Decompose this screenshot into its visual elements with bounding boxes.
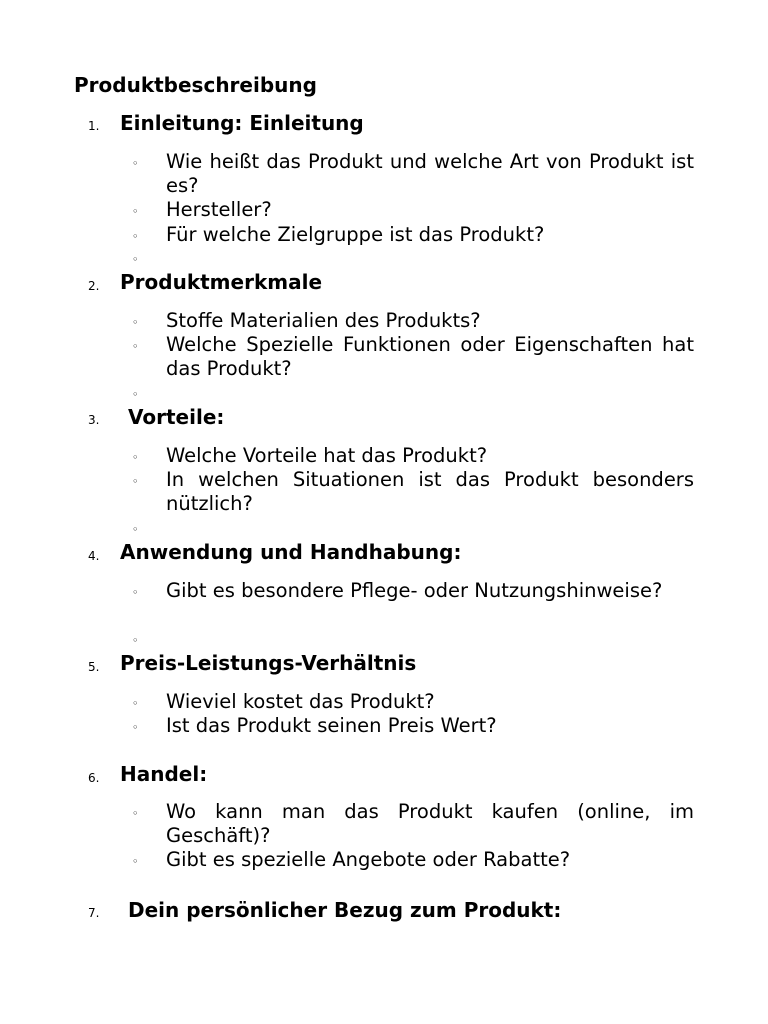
list-item-text: Welche Vorteile hat das Produkt? xyxy=(166,444,488,467)
list-bullet-empty: ◦ xyxy=(132,388,139,401)
list-bullet: ◦ xyxy=(132,451,139,464)
list-item-text: Stoffe Materialien des Produkts? xyxy=(166,309,481,332)
list-bullet: ◦ xyxy=(132,475,139,488)
section-heading: Produktmerkmale xyxy=(120,270,323,294)
list-bullet-empty: ◦ xyxy=(132,634,139,647)
list-item-text: Gibt es besondere Pflege- oder Nutzungshinweise? xyxy=(166,579,663,602)
section-heading: Anwendung und Handhabung: xyxy=(120,540,462,564)
list-bullet: ◦ xyxy=(132,855,139,868)
list-bullet: ◦ xyxy=(132,316,139,329)
list-bullet: ◦ xyxy=(132,230,139,243)
list-bullet: ◦ xyxy=(132,807,139,820)
section-heading: Dein persönlicher Bezug zum Produkt: xyxy=(128,898,562,922)
list-item-text: Gibt es spezielle Angebote oder Rabatte? xyxy=(166,848,571,871)
list-item-text: Ist das Produkt seinen Preis Wert? xyxy=(166,714,497,737)
list-item-text: Wo kann man das Produkt kaufen (online, im Geschäft)? xyxy=(166,800,694,847)
list-item-text: Wie heißt das Produkt und welche Art von Produkt ist es? xyxy=(166,150,694,197)
list-item-text: In welchen Situationen ist das Produkt besonders nützlich? xyxy=(166,468,694,515)
list-bullet-empty: ◦ xyxy=(132,523,139,536)
section-heading: Handel: xyxy=(120,762,208,786)
list-item-text: Welche Spezielle Funktionen oder Eigenschaften hat das Produkt? xyxy=(166,333,694,380)
section-number: 3. xyxy=(88,413,100,427)
list-bullet: ◦ xyxy=(132,697,139,710)
section-number: 6. xyxy=(88,771,100,785)
list-bullet: ◦ xyxy=(132,721,139,734)
section-heading: Vorteile: xyxy=(128,405,225,429)
list-bullet: ◦ xyxy=(132,586,139,599)
list-item-text: Für welche Zielgruppe ist das Produkt? xyxy=(166,223,545,246)
list-bullet: ◦ xyxy=(132,157,139,170)
list-item-text: Wieviel kostet das Produkt? xyxy=(166,690,435,713)
document-title: Produktbeschreibung xyxy=(74,73,317,97)
list-bullet: ◦ xyxy=(132,205,139,218)
section-number: 7. xyxy=(88,906,100,920)
section-number: 5. xyxy=(88,660,100,674)
section-number: 2. xyxy=(88,279,100,293)
section-heading: Einleitung: Einleitung xyxy=(120,111,364,135)
section-number: 1. xyxy=(88,119,100,133)
section-number: 4. xyxy=(88,549,100,563)
list-item-text: Hersteller? xyxy=(166,198,272,221)
list-bullet: ◦ xyxy=(132,340,139,353)
list-bullet-empty: ◦ xyxy=(132,253,139,266)
section-heading: Preis-Leistungs-Verhältnis xyxy=(120,651,417,675)
